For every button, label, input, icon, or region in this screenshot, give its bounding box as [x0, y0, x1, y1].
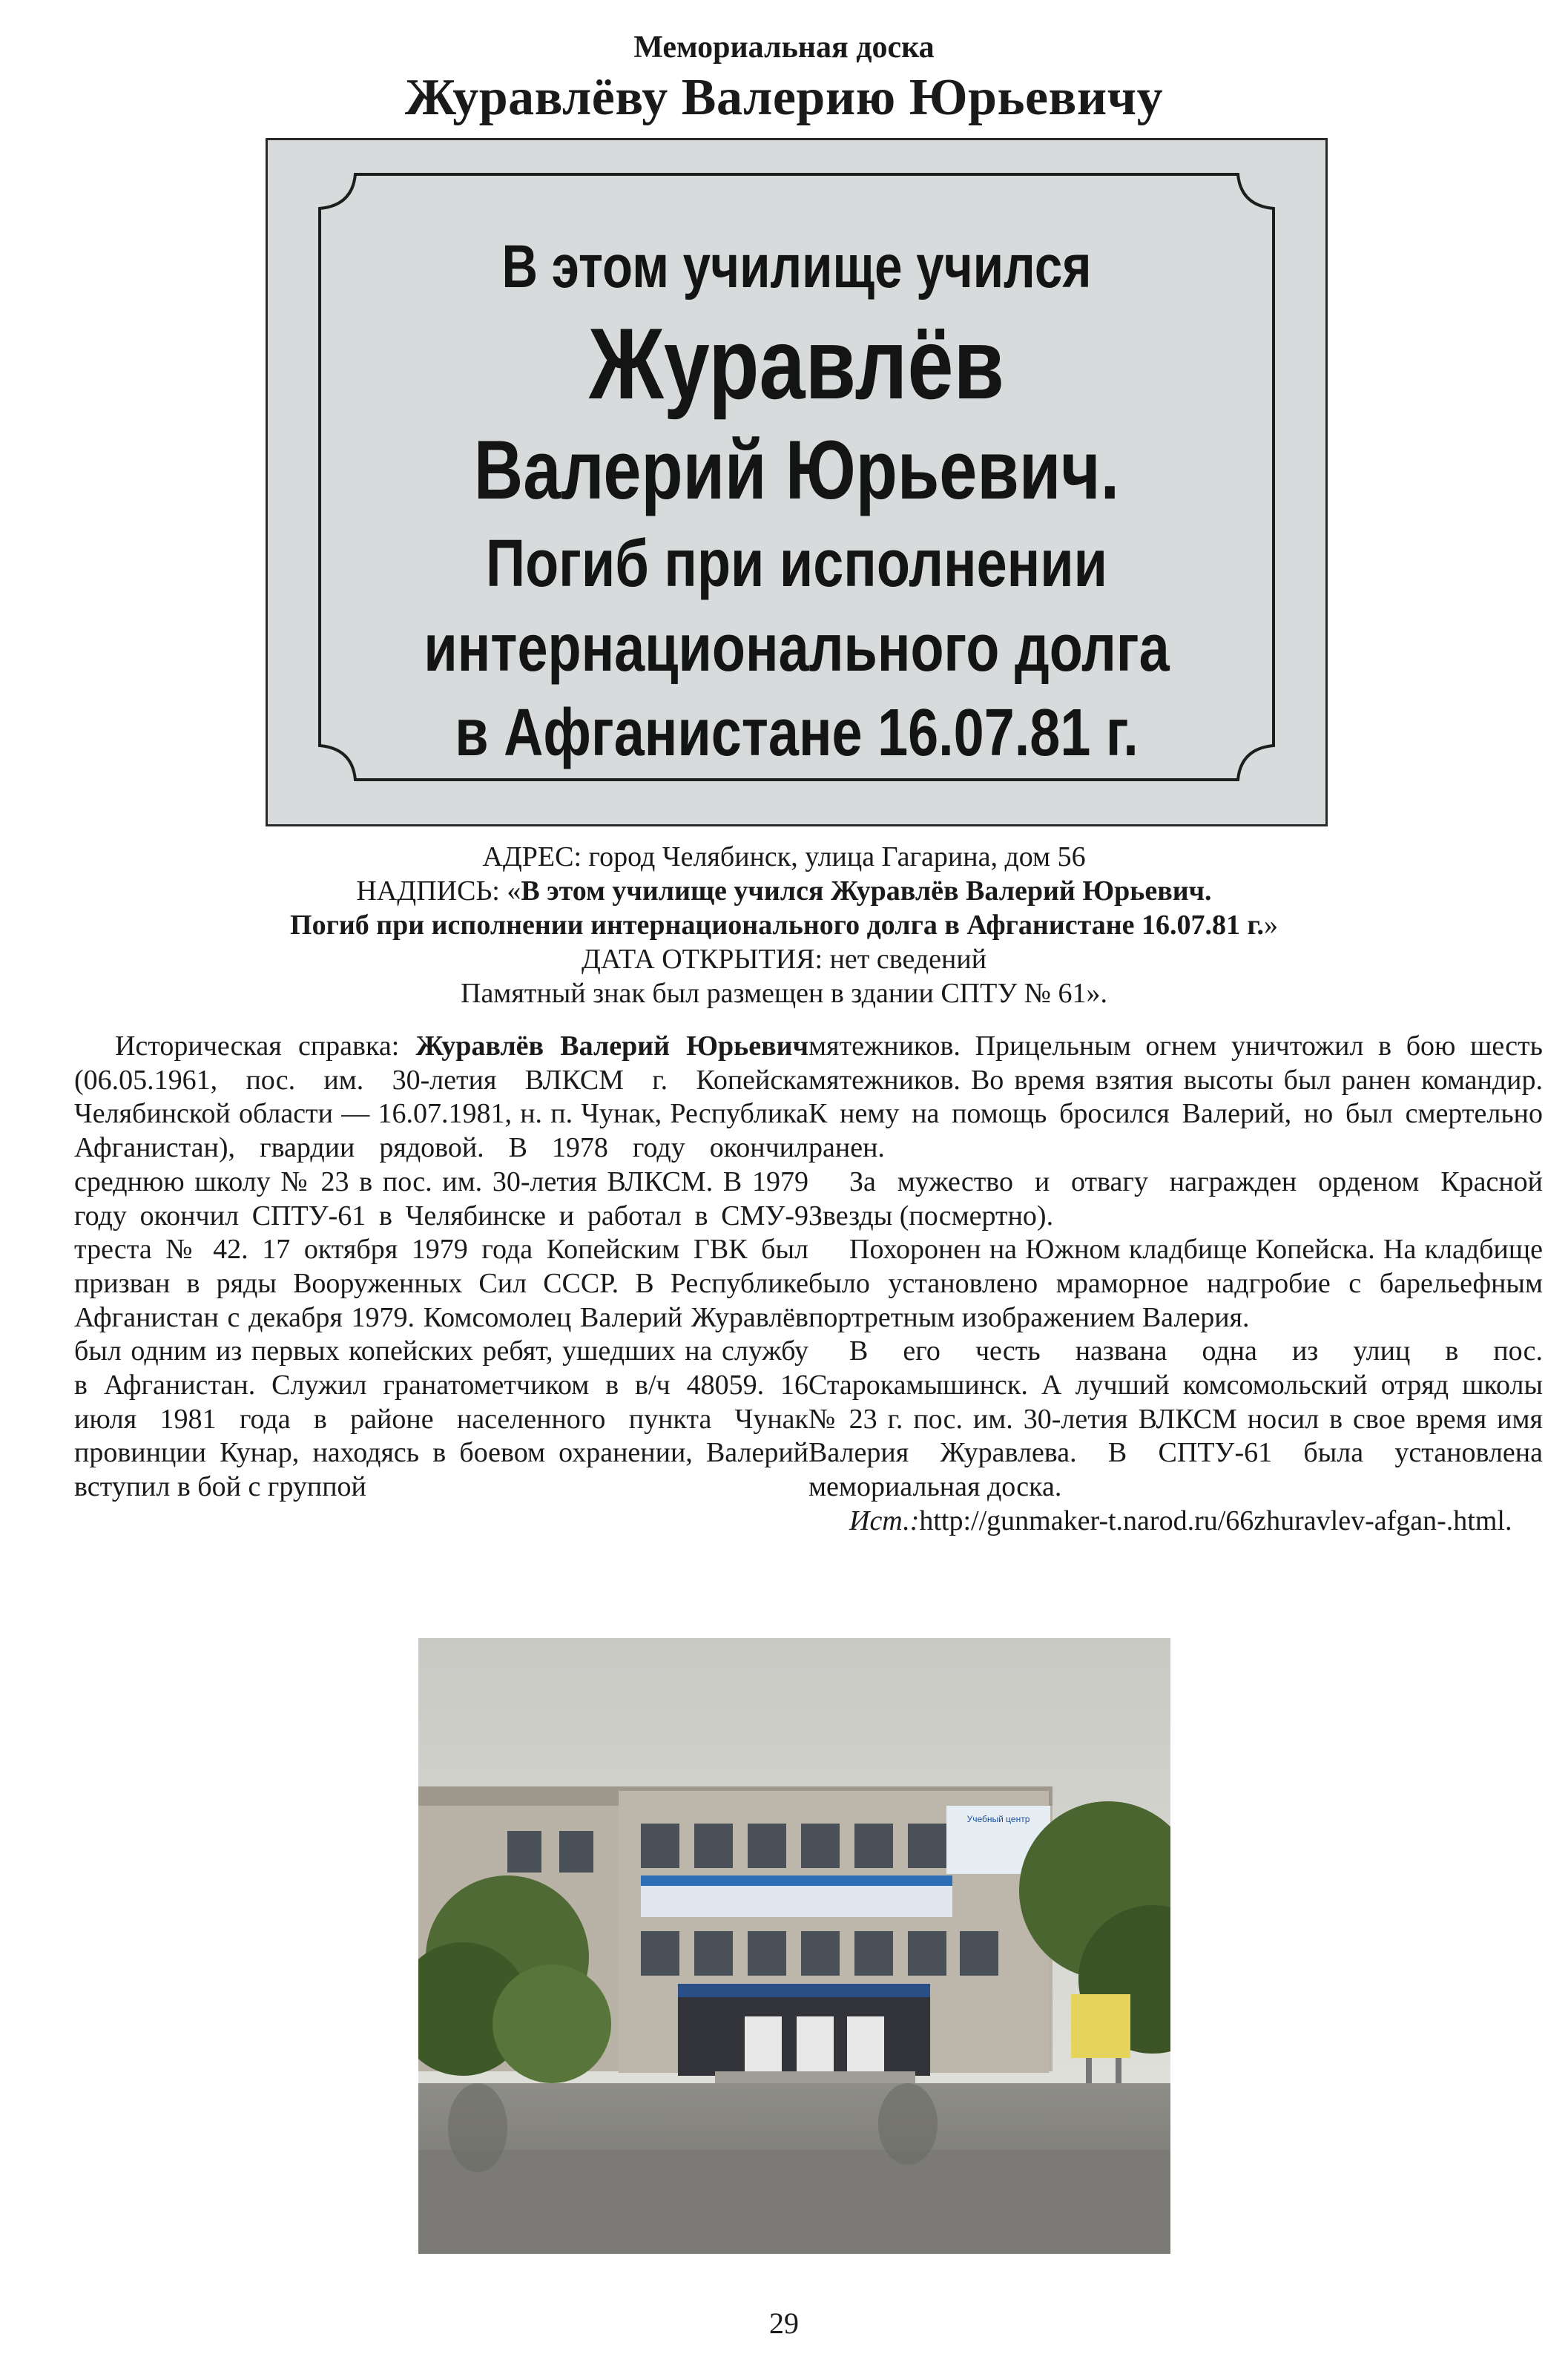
address-value: город Челябинск, улица Гагарина, дом 56 [582, 841, 1086, 872]
page-kicker: Мемориальная доска [633, 30, 935, 65]
plaque-line: Валерий Юрьевич. [473, 424, 1120, 516]
building-sign-text: Учебный центр [966, 1814, 1030, 1824]
address-label: АДРЕС: [482, 841, 582, 872]
inscription-text: В этом училище учился Журавлёв Валерий Юрьевич. [521, 875, 1212, 907]
plaque-line: интернационального долга [424, 611, 1170, 686]
plaque-caption [0, 840, 1568, 1010]
person-name: Журавлёв Валерий Юрьевич [415, 1030, 808, 1062]
article-paragraph: В его честь названа одна из улиц в пос. Старокамышинск. А лучший комсомольский отряд школы № 23 г. пос. им. 30-летия ВЛКСМ носил в свое время имя Валерия Журавлева. В СПТУ-61 была установлена мемориальная доска. [808, 1335, 1543, 1503]
plaque-line: в Афганистане 16.07.81 г. [455, 696, 1139, 770]
opening-value: нет сведений [823, 944, 987, 975]
article-text: (06.05.1961, пос. им. 30-летия ВЛКСМ г. Копейска Челябинской области — 16.07.1981, н. п. Чунак, Республика Афганистан), гвардии рядовой. В 1978 году окончил среднюю школу № 23 в пос. им. 30-летия ВЛКСМ. В 1979 году окончил СПТУ-61 в Челябинске и работал в СМУ-9 треста № 42. 17 октября 1979 года Копейским ГВК был призван в ряды Вооруженных Сил СССР. В Республике Афганистан с декабря 1979. Комсомолец Валерий Журавлёв был одним из первых копейских ребят, ушедших на службу в Афганистан. Служил гранатометчиком в в/ч 48059. 16 июля 1981 года в районе населенного пункта Чунак провинции Кунар, находясь в боевом охранении, Валерий вступил в бой с группой [74, 1064, 808, 1503]
inscription-label: НАДПИСЬ: « [356, 875, 521, 907]
building-photo [418, 1638, 1170, 2254]
article-paragraph: мятежников. Прицельным огнем уничтожил в бою шесть мятежников. Во время взятия высоты был ранен командир. К нему на помощь бросился Валерий, но был смертельно ранен. [808, 1030, 1543, 1164]
source-url: http://gunmaker-t.narod.ru/66zhuravlev-afgan-.html. [919, 1505, 1512, 1536]
plaque-line: Журавлёв [588, 307, 1004, 420]
plaque-inscription [363, 226, 1230, 775]
article-paragraph [74, 1030, 808, 1505]
article-paragraph: За мужество и отвагу награжден орденом Красной Звезды (посмертно). [808, 1166, 1543, 1232]
article-column-right [808, 1030, 1543, 1539]
page-title: Журавлёву Валерию Юрьевичу [404, 69, 1164, 126]
inscription-line [0, 874, 1568, 908]
plaque-line: В этом училище учился [501, 233, 1092, 300]
opening-date-line [0, 942, 1568, 976]
source-paragraph [808, 1505, 1543, 1539]
article-paragraph: Похоронен на Южном кладбище Копейска. На кладбище было установлено мраморное надгробие с барельефным портретным изображением Валерия. [808, 1234, 1543, 1333]
source-label: Ист.: [849, 1505, 920, 1536]
inscription-text: Погиб при исполнении интернационального долга в Афганистане 16.07.81 г. [290, 910, 1264, 941]
memorial-plaque [266, 138, 1328, 826]
intro-label: Историческая справка: [115, 1030, 416, 1062]
inscription-line [0, 908, 1568, 942]
plaque-line: Погиб при исполнении [486, 527, 1107, 601]
article-column-left [74, 1030, 808, 1505]
address-line [0, 840, 1568, 874]
opening-label: ДАТА ОТКРЫТИЯ: [581, 944, 823, 975]
page-number: 29 [769, 2307, 799, 2340]
note-line: Памятный знак был размещен в здании СПТУ № 61». [461, 978, 1107, 1009]
inscription-close: » [1263, 910, 1278, 941]
